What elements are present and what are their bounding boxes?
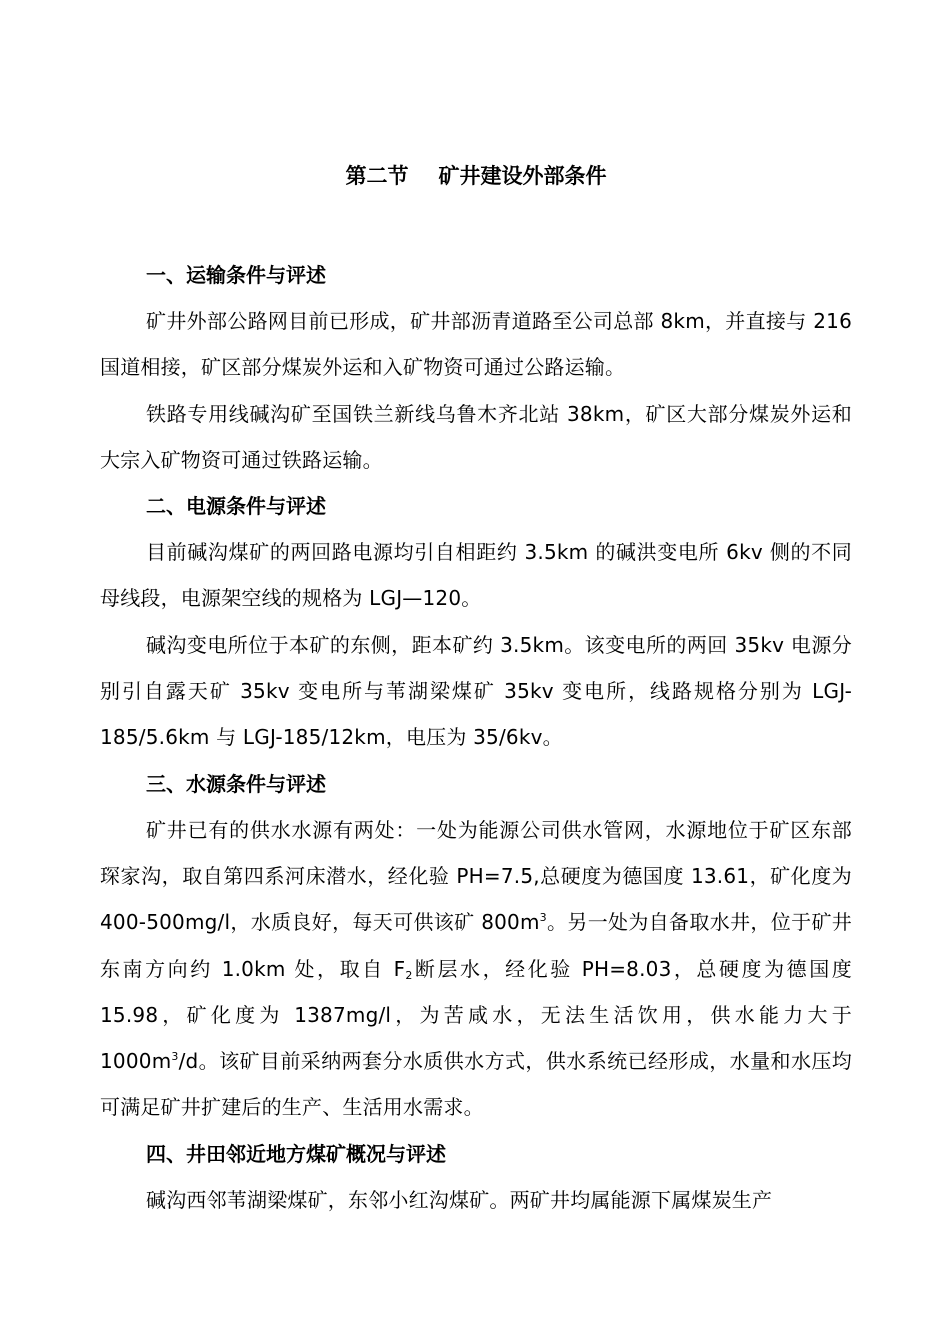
superscript-cubic: 3 — [539, 911, 547, 925]
paragraph-rail-transport: 铁路专用线碱沟矿至国铁兰新线乌鲁木齐北站 38km，矿区大部分煤炭外运和大宗入矿物资可通过铁路运输。 — [100, 401, 852, 472]
paragraph-water-supply — [100, 807, 852, 1131]
paragraph-substation: 碱沟变电所位于本矿的东侧，距本矿约 3.5km。该变电所的两回 35kv 电源分别引自露天矿 35kv 变电所与苇湖梁煤矿 35kv 变电所，线路规格分别为 LGJ-185/5.6km 与 LGJ-185/12km，电压为 35/6kv。 — [100, 632, 852, 750]
paragraph-road-transport: 矿井外部公路网目前已形成，矿井部沥青道路至公司总部 8km，并直接与 216 国道相接，矿区部分煤炭外运和入矿物资可通过公路运输。 — [100, 309, 852, 380]
document-body — [100, 156, 852, 1223]
water-text-2: 。另一处为自备取水井，位于矿井东南方向约 1.0km 处，取自 F — [100, 910, 853, 981]
heading-water: 三、水源条件与评述 — [146, 771, 326, 796]
section-name: 矿井建设外部条件 — [438, 164, 607, 188]
heading-power: 二、电源条件与评述 — [146, 494, 326, 519]
heading-neighbors: 四、井田邻近地方煤矿概况与评述 — [146, 1141, 446, 1166]
water-text-1: 矿井已有的供水水源有两处：一处为能源公司供水管网，水源地位于矿区东部琛家沟，取自第四系河床潜水，经化验 PH=7.5,总硬度为德国度 13.61，矿化度为 400-500mg/l，水质良好，每天可供该矿 800m — [100, 817, 852, 935]
water-text-4: /d。该矿目前采纳两套分水质供水方式，供水系统已经形成，水量和水压均可满足矿井扩建后的生产、生活用水需求。 — [100, 1049, 852, 1120]
section-title — [100, 156, 852, 196]
section-number: 第二节 — [345, 164, 409, 188]
superscript-cubic-2: 3 — [171, 1050, 179, 1064]
subscript-fault: 2 — [405, 968, 413, 982]
paragraph-neighbor-mines: 碱沟西邻苇湖梁煤矿，东邻小红沟煤矿。两矿井均属能源下属煤炭生产 — [146, 1187, 773, 1212]
paragraph-power-lines: 目前碱沟煤矿的两回路电源均引自相距约 3.5km 的碱洪变电所 6kv 侧的不同母线段，电源架空线的规格为 LGJ—120。 — [100, 540, 852, 611]
heading-transport: 一、运输条件与评述 — [146, 263, 326, 287]
water-text-3: 断层水，经化验 PH=8.03，总硬度为德国度 15.98，矿化度为 1387mg/l，为苦咸水，无法生活饮用，供水能力大于 1000m — [100, 956, 852, 1074]
